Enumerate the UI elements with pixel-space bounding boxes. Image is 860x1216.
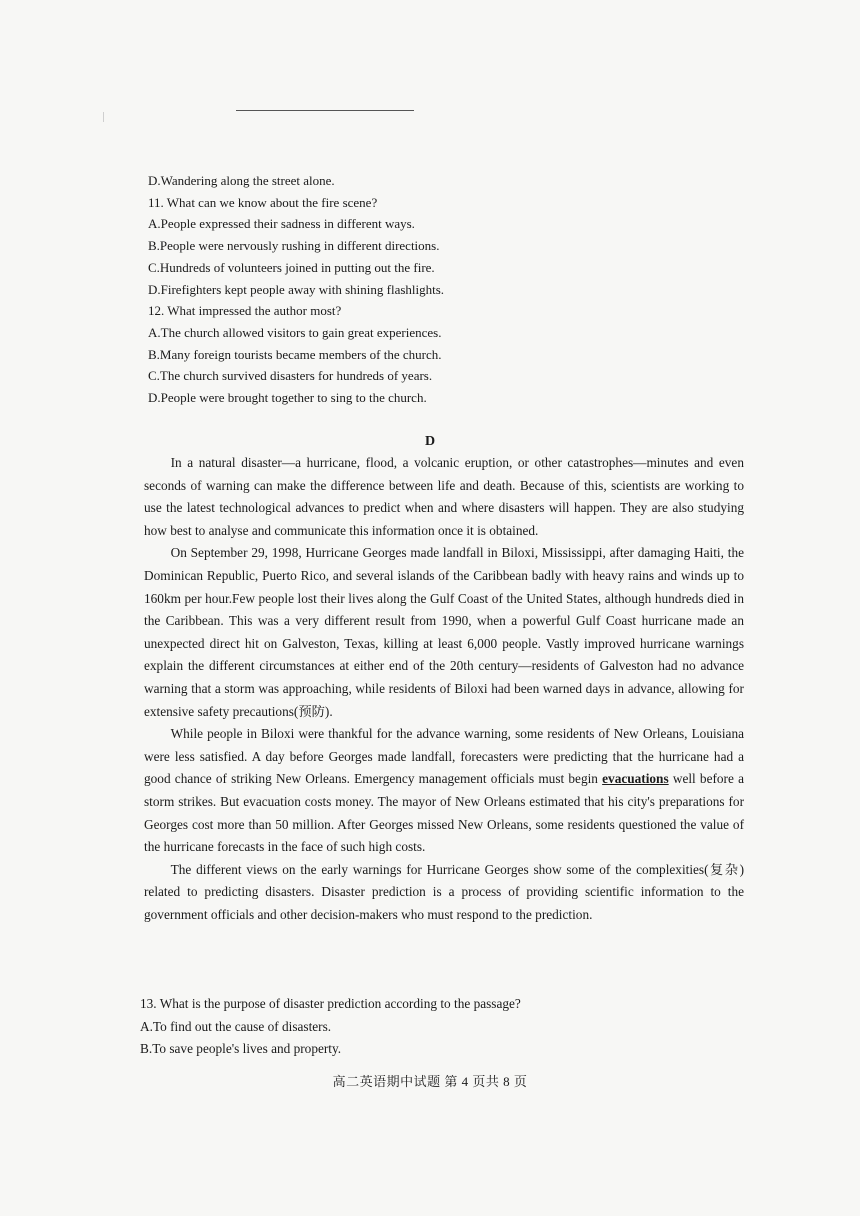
q11-option-c: C.Hundreds of volunteers joined in putting out the fire. — [148, 259, 435, 275]
q12-question: 12. What impressed the author most? — [148, 303, 342, 319]
q12-option-c: C.The church survived disasters for hundreds of years. — [148, 368, 433, 384]
page-footer: 高二英语期中试题 第 4 页共 8 页 — [332, 1074, 528, 1089]
q11-option-d: D.Firefighters kept people away with shining flashlights. — [148, 281, 445, 297]
paragraph-3-text-before: While people in Biloxi were thankful for the advance warning, some residents of New Orleans, Louisiana were less satisfied. A day before Georges made landfall, forecasters were predicting that the hurricane had a good chance of striking New Orleans. Emergency management officials must begin — [144, 726, 744, 787]
questions-10-12 — [148, 170, 748, 409]
header-rule — [236, 110, 414, 111]
passage-paragraph-1: In a natural disaster—a hurricane, flood, a volcanic eruption, or other catastrophes—minutes and even seconds of warning can make the difference between life and death. Because of this, scientists are working to use the latest technological advances to predict when and where disasters will happen. They are also studying how best to analyse and communicate this information once it is obtained. — [144, 455, 744, 538]
section-heading: D — [424, 434, 436, 449]
passage-paragraph-2: On September 29, 1998, Hurricane Georges made landfall in Biloxi, Mississippi, after damaging Haiti, the Dominican Republic, Puerto Rico, and several islands of the Caribbean badly with heavy rains and winds up to 160km per hour.Few people lost their lives along the Gulf Coast of the United States, although hundreds died in the Caribbean. This was a very different result from 1990, when a powerful Gulf Coast hurricane made an unexpected direct hit on Galveston, Texas, killing at least 6,000 people. Vastly improved hurricane warnings explain the different circumstances at either end of the 20th century—residents of Galveston had no advance warning that a storm was approaching, while residents of Biloxi had been warned days in advance, allowing for extensive safety precautions(预防). — [144, 545, 744, 719]
passage-paragraph-4: The different views on the early warnings for Hurricane Georges show some of the complexities(复杂) related to predicting disasters. Disaster prediction is a process of providing scientific information to the government officials and other decision-makers who must respond to the prediction. — [144, 861, 744, 922]
q12-option-d: D.People were brought together to sing to the church. — [148, 390, 427, 406]
q12-option-a: A.The church allowed visitors to gain great experiences. — [148, 324, 442, 340]
keyword-evacuations: evacuations — [602, 771, 669, 787]
q13-option-b: B.To save people's lives and property. — [140, 1041, 342, 1057]
passage-paragraph-3 — [144, 723, 744, 859]
q13-option-a: A.To find out the cause of disasters. — [140, 1018, 332, 1034]
q11-question: 11. What can we know about the fire scene? — [148, 194, 378, 210]
paragraph-3-text-after: well before a storm strikes. But evacuation costs money. The mayor of New Orleans estimated that his city's preparations for Georges cost more than 50 million. After Georges missed New Orleans, some residents questioned the value of the hurricane forecasts in the face of such high costs. — [144, 771, 744, 855]
q11-option-a: A.People expressed their sadness in different ways. — [148, 216, 415, 232]
margin-mark — [103, 112, 104, 122]
q11-option-b: B.People were nervously rushing in different directions. — [148, 238, 440, 254]
q13-question: 13. What is the purpose of disaster prediction according to the passage? — [140, 996, 521, 1011]
reading-passage — [144, 452, 744, 926]
q12-option-b: B.Many foreign tourists became members of the church. — [148, 346, 442, 362]
q10-option-d: D.Wandering along the street alone. — [148, 173, 335, 188]
question-13 — [140, 993, 740, 1061]
